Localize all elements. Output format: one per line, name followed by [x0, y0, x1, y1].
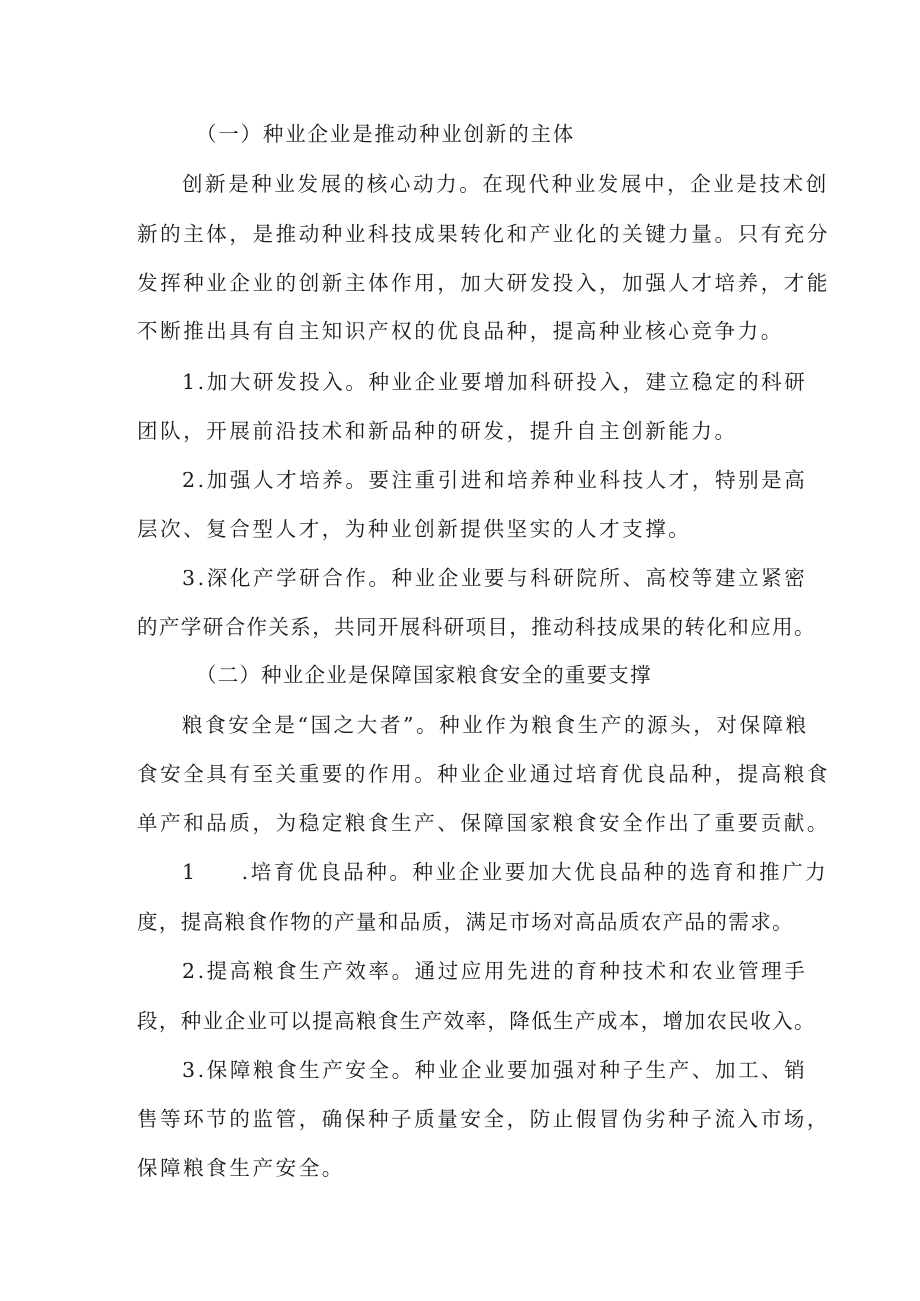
- list-item-line: [182, 460, 842, 500]
- list-item-text: .加大研发投入。种业企业要增加科研投入，建立稳定的科研: [197, 370, 808, 394]
- list-item-line: [182, 951, 842, 991]
- list-item-line: 的产学研合作关系，共同开展科研项目，推动科技成果的转化和应用。: [137, 615, 816, 639]
- list-item-text: .保障粮食生产安全。种业企业要加强对种子生产、加工、销: [197, 1058, 808, 1082]
- list-item-text: .加强人才培养。要注重引进和培养种业科技人才，特别是高: [197, 468, 808, 492]
- list-item-line: 度，提高粮食作物的产量和品质，满足市场对高品质农产品的需求。: [137, 910, 794, 934]
- paragraph-line: 创新是种业发展的核心动力。在现代种业发展中，企业是技术创: [182, 172, 829, 196]
- section-heading: （二）种业企业是保障国家粮食安全的重要支撑: [196, 663, 652, 687]
- paragraph-line: 粮食安全是“国之大者”。种业作为粮食生产的源头，对保障粮: [182, 713, 809, 737]
- list-item-number: 1: [182, 370, 198, 394]
- list-item-line: 保障粮食生产安全。: [137, 1156, 345, 1180]
- paragraph-line: 新的主体，是推动种业科技成果转化和产业化的关键力量。只有充分: [137, 222, 830, 246]
- section-heading: （一）种业企业是推动种业创新的主体: [196, 122, 576, 146]
- paragraph-line: 单产和品质，为稳定粮食生产、保障国家粮食安全作出了重要贡献。: [137, 811, 830, 835]
- list-item-number: 2: [182, 468, 198, 492]
- list-item-text: .提高粮食生产效率。通过应用先进的育种技术和农业管理手: [197, 959, 808, 983]
- list-item-text: .培育优良品种。种业企业要加大优良品种的选育和推广力: [241, 860, 829, 884]
- list-item-line: 段，种业企业可以提高粮食生产效率，降低生产成本，增加农民收入。: [137, 1009, 816, 1033]
- list-item-line: 团队，开展前沿技术和新品种的研发，提升自主创新能力。: [137, 419, 738, 443]
- list-item-line: [182, 362, 842, 402]
- list-item-number: 3: [182, 1058, 198, 1082]
- paragraph-line: 食安全具有至关重要的作用。种业企业通过培育优良品种，提高粮食: [137, 762, 830, 786]
- list-item-line: 售等环节的监管，确保种子质量安全，防止假冒伪劣种子流入市场，: [137, 1107, 830, 1131]
- list-item-line: [182, 1050, 842, 1090]
- list-item-line: [182, 852, 842, 892]
- list-item-number: 2: [182, 959, 198, 983]
- paragraph-line: 发挥种业企业的创新主体作用，加大研发投入，加强人才培养，才能: [137, 271, 830, 295]
- list-item-number: 1: [182, 860, 198, 884]
- list-item-line: [182, 558, 842, 598]
- list-item-text: .深化产学研合作。种业企业要与科研院所、高校等建立紧密: [197, 566, 808, 590]
- paragraph-line: 不断推出具有自主知识产权的优良品种，提高种业核心竞争力。: [137, 319, 784, 343]
- list-item-number: 3: [182, 566, 198, 590]
- list-item-line: 层次、复合型人才，为种业创新提供坚实的人才支撑。: [137, 517, 692, 541]
